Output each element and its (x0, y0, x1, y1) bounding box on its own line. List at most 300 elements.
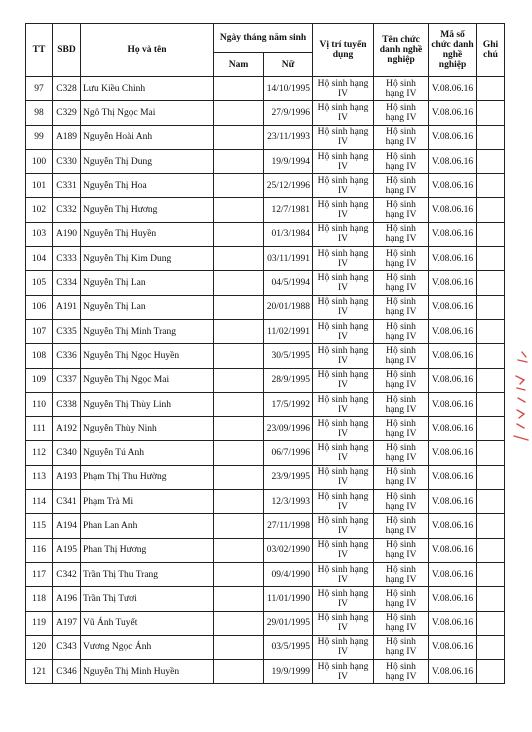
row-name: Nguyễn Thùy Ninh (81, 417, 214, 441)
row-name: Nguyễn Thị Huyền (81, 222, 214, 246)
row-vi-tri (313, 77, 374, 101)
row-ten-chuc-danh-line1: Hộ sinh (386, 248, 416, 259)
row-ten-chuc-danh-line2: hạng IV (385, 234, 417, 245)
row-ten-chuc-danh-line1: Hộ sinh (386, 297, 416, 308)
row-ghi-chu (477, 101, 505, 125)
row-ma-so: V.08.06.16 (429, 344, 477, 368)
row-vi-tri-line2: IV (338, 671, 349, 682)
row-name: Phan Thị Hương (81, 538, 214, 562)
row-vi-tri (313, 611, 374, 635)
row-sbd: A195 (53, 538, 81, 562)
row-nu: 01/3/1984 (264, 222, 313, 246)
row-ten-chuc-danh (374, 125, 429, 149)
row-ten-chuc-danh-line1: Hộ sinh (386, 175, 416, 186)
row-vi-tri (313, 222, 374, 246)
row-sbd: C335 (53, 319, 81, 343)
row-vi-tri (313, 247, 374, 271)
row-ten-chuc-danh-line2: hạng IV (385, 210, 417, 221)
row-vi-tri-line1: Hộ sinh hạng (317, 127, 369, 138)
row-ten-chuc-danh (374, 222, 429, 246)
row-nam (214, 271, 264, 295)
row-nu: 23/09/1996 (264, 417, 313, 441)
row-vi-tri-line2: IV (338, 185, 349, 196)
row-ghi-chu (477, 271, 505, 295)
row-vi-tri-line1: Hộ sinh hạng (317, 613, 369, 624)
row-nam (214, 635, 264, 659)
row-vi-tri-line1: Hộ sinh hạng (317, 637, 369, 648)
row-nam (214, 660, 264, 684)
row-tt: 113 (26, 465, 53, 489)
row-nu: 11/01/1990 (264, 587, 313, 611)
row-ten-chuc-danh-line2: hạng IV (385, 283, 417, 294)
row-ten-chuc-danh (374, 611, 429, 635)
red-stamp-mark (512, 350, 530, 445)
row-tt: 97 (26, 77, 53, 101)
table-row (26, 77, 505, 101)
row-vi-tri (313, 392, 374, 416)
table-row (26, 660, 505, 684)
row-tt: 120 (26, 635, 53, 659)
row-vi-tri-line1: Hộ sinh hạng (317, 248, 369, 259)
row-name: Nguyễn Thị Ngọc Huyền (81, 344, 214, 368)
row-name: Vũ Ánh Tuyết (81, 611, 214, 635)
row-name: Ngô Thị Ngọc Mai (81, 101, 214, 125)
row-vi-tri-line1: Hộ sinh hạng (317, 394, 369, 405)
row-ten-chuc-danh-line2: hạng IV (385, 598, 417, 609)
row-ghi-chu (477, 198, 505, 222)
row-ten-chuc-danh-line1: Hộ sinh (386, 637, 416, 648)
row-ten-chuc-danh-line1: Hộ sinh (386, 467, 416, 478)
row-ten-chuc-danh (374, 660, 429, 684)
row-ten-chuc-danh-line2: hạng IV (385, 355, 417, 366)
row-name: Trần Thị Thu Trang (81, 562, 214, 586)
table-row (26, 538, 505, 562)
row-vi-tri-line1: Hộ sinh hạng (317, 564, 369, 575)
row-ten-chuc-danh (374, 514, 429, 538)
row-ten-chuc-danh (374, 441, 429, 465)
row-ten-chuc-danh (374, 77, 429, 101)
row-ten-chuc-danh-line1: Hộ sinh (386, 345, 416, 356)
row-name: Nguyễn Thị Minh Huyền (81, 660, 214, 684)
table-row (26, 125, 505, 149)
row-nam (214, 319, 264, 343)
row-ten-chuc-danh (374, 538, 429, 562)
row-ma-so: V.08.06.16 (429, 490, 477, 514)
row-ma-so: V.08.06.16 (429, 417, 477, 441)
row-ten-chuc-danh (374, 247, 429, 271)
header-ten-chuc-danh: Tên chức danh nghề nghiệp (374, 24, 429, 77)
row-name: Nguyễn Thị Thùy Linh (81, 392, 214, 416)
row-vi-tri (313, 295, 374, 319)
row-ghi-chu (477, 149, 505, 173)
row-vi-tri (313, 490, 374, 514)
row-ten-chuc-danh (374, 392, 429, 416)
row-nam (214, 514, 264, 538)
row-ghi-chu (477, 247, 505, 271)
row-tt: 115 (26, 514, 53, 538)
row-vi-tri-line2: IV (338, 355, 349, 366)
row-ten-chuc-danh-line1: Hộ sinh (386, 540, 416, 551)
row-ten-chuc-danh-line2: hạng IV (385, 307, 417, 318)
row-vi-tri-line2: IV (338, 550, 349, 561)
row-nu: 03/5/1995 (264, 635, 313, 659)
row-ghi-chu (477, 392, 505, 416)
row-sbd: C340 (53, 441, 81, 465)
row-nu: 14/10/1995 (264, 77, 313, 101)
row-nam (214, 77, 264, 101)
row-tt: 111 (26, 417, 53, 441)
row-vi-tri-line1: Hộ sinh hạng (317, 273, 369, 284)
row-sbd: A191 (53, 295, 81, 319)
row-ghi-chu (477, 587, 505, 611)
row-nam (214, 392, 264, 416)
row-sbd: C334 (53, 271, 81, 295)
row-tt: 101 (26, 174, 53, 198)
row-vi-tri-line2: IV (338, 380, 349, 391)
row-vi-tri-line1: Hộ sinh hạng (317, 491, 369, 502)
row-name: Nguyễn Tú Anh (81, 441, 214, 465)
row-ten-chuc-danh-line2: hạng IV (385, 671, 417, 682)
row-vi-tri (313, 587, 374, 611)
row-ten-chuc-danh (374, 635, 429, 659)
row-ma-so: V.08.06.16 (429, 562, 477, 586)
row-tt: 98 (26, 101, 53, 125)
row-tt: 110 (26, 392, 53, 416)
row-vi-tri-line2: IV (338, 331, 349, 342)
row-ghi-chu (477, 660, 505, 684)
row-sbd: C330 (53, 149, 81, 173)
row-nam (214, 465, 264, 489)
row-vi-tri-line1: Hộ sinh hạng (317, 443, 369, 454)
row-ma-so: V.08.06.16 (429, 125, 477, 149)
row-ten-chuc-danh-line2: hạng IV (385, 161, 417, 172)
row-ma-so: V.08.06.16 (429, 174, 477, 198)
row-vi-tri-line1: Hộ sinh hạng (317, 588, 369, 599)
row-ghi-chu (477, 611, 505, 635)
row-vi-tri (313, 660, 374, 684)
row-nam (214, 101, 264, 125)
table-row (26, 101, 505, 125)
row-vi-tri-line1: Hộ sinh hạng (317, 151, 369, 162)
row-vi-tri-line2: IV (338, 525, 349, 536)
row-vi-tri (313, 417, 374, 441)
row-vi-tri-line2: IV (338, 258, 349, 269)
row-ma-so: V.08.06.16 (429, 635, 477, 659)
row-ten-chuc-danh (374, 465, 429, 489)
row-vi-tri-line1: Hộ sinh hạng (317, 297, 369, 308)
row-nu: 25/12/1996 (264, 174, 313, 198)
row-ten-chuc-danh-line2: hạng IV (385, 258, 417, 269)
table-row (26, 149, 505, 173)
row-ten-chuc-danh (374, 271, 429, 295)
row-name: Nguyễn Thị Lan (81, 271, 214, 295)
row-nam (214, 125, 264, 149)
row-ma-so: V.08.06.16 (429, 465, 477, 489)
row-ghi-chu (477, 344, 505, 368)
row-ma-so: V.08.06.16 (429, 538, 477, 562)
row-sbd: C337 (53, 368, 81, 392)
row-tt: 121 (26, 660, 53, 684)
row-tt: 118 (26, 587, 53, 611)
row-sbd: C346 (53, 660, 81, 684)
row-vi-tri (313, 368, 374, 392)
row-ten-chuc-danh-line2: hạng IV (385, 137, 417, 148)
row-nu: 12/3/1993 (264, 490, 313, 514)
row-vi-tri-line2: IV (338, 210, 349, 221)
table-row (26, 465, 505, 489)
row-vi-tri-line2: IV (338, 88, 349, 99)
row-tt: 105 (26, 271, 53, 295)
row-vi-tri (313, 101, 374, 125)
table-row (26, 174, 505, 198)
row-vi-tri (313, 344, 374, 368)
row-vi-tri-line2: IV (338, 428, 349, 439)
row-nu: 09/4/1990 (264, 562, 313, 586)
header-nu: Nữ (264, 53, 313, 77)
table-row (26, 514, 505, 538)
row-ten-chuc-danh-line2: hạng IV (385, 428, 417, 439)
table-row (26, 392, 505, 416)
row-ten-chuc-danh-line2: hạng IV (385, 574, 417, 585)
row-ten-chuc-danh-line2: hạng IV (385, 647, 417, 658)
row-name: Phạm Trà Mi (81, 490, 214, 514)
table-row (26, 247, 505, 271)
row-ghi-chu (477, 295, 505, 319)
row-ghi-chu (477, 562, 505, 586)
row-vi-tri-line1: Hộ sinh hạng (317, 321, 369, 332)
row-ghi-chu (477, 490, 505, 514)
row-ma-so: V.08.06.16 (429, 368, 477, 392)
row-ghi-chu (477, 417, 505, 441)
row-sbd: A192 (53, 417, 81, 441)
row-nam (214, 295, 264, 319)
row-nam (214, 490, 264, 514)
row-nam (214, 562, 264, 586)
row-sbd: A193 (53, 465, 81, 489)
row-ghi-chu (477, 635, 505, 659)
row-ten-chuc-danh-line2: hạng IV (385, 404, 417, 415)
row-name: Nguyễn Thị Minh Trang (81, 319, 214, 343)
row-name: Nguyễn Hoài Anh (81, 125, 214, 149)
row-tt: 99 (26, 125, 53, 149)
row-sbd: C333 (53, 247, 81, 271)
row-vi-tri-line1: Hộ sinh hạng (317, 540, 369, 551)
row-name: Nguyễn Thị Dung (81, 149, 214, 173)
row-vi-tri-line1: Hộ sinh hạng (317, 661, 369, 672)
row-ghi-chu (477, 319, 505, 343)
row-vi-tri-line2: IV (338, 112, 349, 123)
row-vi-tri-line1: Hộ sinh hạng (317, 78, 369, 89)
row-vi-tri-line1: Hộ sinh hạng (317, 102, 369, 113)
row-tt: 108 (26, 344, 53, 368)
row-ghi-chu (477, 368, 505, 392)
row-nam (214, 611, 264, 635)
row-ghi-chu (477, 465, 505, 489)
row-name: Trần Thị Tươi (81, 587, 214, 611)
row-nu: 29/01/1995 (264, 611, 313, 635)
row-sbd: A196 (53, 587, 81, 611)
row-vi-tri (313, 125, 374, 149)
row-vi-tri (313, 514, 374, 538)
table-row (26, 319, 505, 343)
row-name: Nguyễn Thị Hương (81, 198, 214, 222)
row-nam (214, 247, 264, 271)
row-sbd: C338 (53, 392, 81, 416)
row-vi-tri-line2: IV (338, 477, 349, 488)
row-ten-chuc-danh-line1: Hộ sinh (386, 102, 416, 113)
table-row (26, 271, 505, 295)
row-nam (214, 149, 264, 173)
row-nu: 30/5/1995 (264, 344, 313, 368)
row-ma-so: V.08.06.16 (429, 392, 477, 416)
row-ten-chuc-danh-line1: Hộ sinh (386, 127, 416, 138)
row-name: Nguyễn Thị Hoa (81, 174, 214, 198)
row-ten-chuc-danh-line2: hạng IV (385, 623, 417, 634)
row-ten-chuc-danh (374, 101, 429, 125)
row-name: Phạm Thị Thu Hường (81, 465, 214, 489)
row-ten-chuc-danh-line2: hạng IV (385, 331, 417, 342)
row-vi-tri (313, 465, 374, 489)
row-ten-chuc-danh-line1: Hộ sinh (386, 78, 416, 89)
row-nu: 20/01/1988 (264, 295, 313, 319)
row-nu: 04/5/1994 (264, 271, 313, 295)
row-ma-so: V.08.06.16 (429, 587, 477, 611)
row-ten-chuc-danh-line1: Hộ sinh (386, 564, 416, 575)
row-tt: 107 (26, 319, 53, 343)
row-nam (214, 344, 264, 368)
row-ten-chuc-danh (374, 587, 429, 611)
row-vi-tri (313, 174, 374, 198)
row-nu: 03/02/1990 (264, 538, 313, 562)
row-sbd: C342 (53, 562, 81, 586)
row-vi-tri-line1: Hộ sinh hạng (317, 370, 369, 381)
row-ten-chuc-danh-line1: Hộ sinh (386, 394, 416, 405)
row-sbd: C329 (53, 101, 81, 125)
row-tt: 114 (26, 490, 53, 514)
row-ten-chuc-danh (374, 174, 429, 198)
row-nam (214, 368, 264, 392)
row-nu: 27/9/1996 (264, 101, 313, 125)
row-ma-so: V.08.06.16 (429, 101, 477, 125)
row-ma-so: V.08.06.16 (429, 247, 477, 271)
row-vi-tri-line2: IV (338, 574, 349, 585)
row-tt: 104 (26, 247, 53, 271)
row-nam (214, 538, 264, 562)
header-ngay-sinh: Ngày tháng năm sinh (214, 24, 313, 53)
table-row (26, 587, 505, 611)
header-sbd: SBD (53, 24, 81, 77)
table-row (26, 344, 505, 368)
row-name: Lưu Kiều Chinh (81, 77, 214, 101)
row-ten-chuc-danh (374, 149, 429, 173)
row-nu: 12/7/1981 (264, 198, 313, 222)
row-vi-tri-line2: IV (338, 453, 349, 464)
row-vi-tri-line1: Hộ sinh hạng (317, 200, 369, 211)
row-ten-chuc-danh-line1: Hộ sinh (386, 661, 416, 672)
table-header (26, 24, 505, 77)
row-nu: 27/11/1998 (264, 514, 313, 538)
row-sbd: A190 (53, 222, 81, 246)
row-ten-chuc-danh (374, 562, 429, 586)
table-row (26, 635, 505, 659)
row-vi-tri-line2: IV (338, 501, 349, 512)
row-vi-tri-line2: IV (338, 647, 349, 658)
row-ma-so: V.08.06.16 (429, 271, 477, 295)
row-ten-chuc-danh-line1: Hộ sinh (386, 588, 416, 599)
row-vi-tri-line1: Hộ sinh hạng (317, 467, 369, 478)
row-vi-tri (313, 441, 374, 465)
row-vi-tri-line1: Hộ sinh hạng (317, 515, 369, 526)
row-nu: 23/9/1995 (264, 465, 313, 489)
row-vi-tri-line2: IV (338, 161, 349, 172)
row-ten-chuc-danh-line1: Hộ sinh (386, 418, 416, 429)
row-ten-chuc-danh-line1: Hộ sinh (386, 321, 416, 332)
row-vi-tri (313, 319, 374, 343)
row-tt: 117 (26, 562, 53, 586)
row-ten-chuc-danh-line2: hạng IV (385, 453, 417, 464)
row-ghi-chu (477, 77, 505, 101)
row-vi-tri-line2: IV (338, 598, 349, 609)
row-ten-chuc-danh-line2: hạng IV (385, 501, 417, 512)
row-ten-chuc-danh (374, 417, 429, 441)
row-ten-chuc-danh-line2: hạng IV (385, 185, 417, 196)
table-row (26, 417, 505, 441)
row-tt: 112 (26, 441, 53, 465)
row-ten-chuc-danh-line2: hạng IV (385, 112, 417, 123)
table-row (26, 198, 505, 222)
table-body (26, 77, 505, 684)
row-nu: 23/11/1993 (264, 125, 313, 149)
row-nam (214, 174, 264, 198)
row-ten-chuc-danh-line2: hạng IV (385, 88, 417, 99)
row-vi-tri (313, 149, 374, 173)
row-nu: 19/9/1994 (264, 149, 313, 173)
row-name: Nguyễn Thị Lan (81, 295, 214, 319)
row-ten-chuc-danh-line1: Hộ sinh (386, 151, 416, 162)
row-sbd: C328 (53, 77, 81, 101)
row-ghi-chu (477, 174, 505, 198)
row-ghi-chu (477, 222, 505, 246)
row-ten-chuc-danh (374, 198, 429, 222)
row-tt: 102 (26, 198, 53, 222)
row-nu: 28/9/1995 (264, 368, 313, 392)
header-ho-ten: Họ và tên (81, 24, 214, 77)
table-row (26, 562, 505, 586)
row-sbd: C336 (53, 344, 81, 368)
row-nu: 19/9/1999 (264, 660, 313, 684)
row-nam (214, 587, 264, 611)
row-ma-so: V.08.06.16 (429, 611, 477, 635)
table-row (26, 611, 505, 635)
header-tt: TT (26, 24, 53, 77)
row-sbd: A194 (53, 514, 81, 538)
row-nam (214, 222, 264, 246)
candidate-table (25, 23, 505, 684)
row-ma-so: V.08.06.16 (429, 222, 477, 246)
row-tt: 103 (26, 222, 53, 246)
row-ten-chuc-danh-line2: hạng IV (385, 477, 417, 488)
row-nam (214, 198, 264, 222)
row-ten-chuc-danh-line1: Hộ sinh (386, 515, 416, 526)
row-ghi-chu (477, 441, 505, 465)
row-nam (214, 417, 264, 441)
row-name: Nguyễn Thị Ngọc Mai (81, 368, 214, 392)
row-ma-so: V.08.06.16 (429, 77, 477, 101)
row-ten-chuc-danh-line1: Hộ sinh (386, 370, 416, 381)
row-ten-chuc-danh (374, 295, 429, 319)
row-ten-chuc-danh-line1: Hộ sinh (386, 200, 416, 211)
row-ghi-chu (477, 538, 505, 562)
